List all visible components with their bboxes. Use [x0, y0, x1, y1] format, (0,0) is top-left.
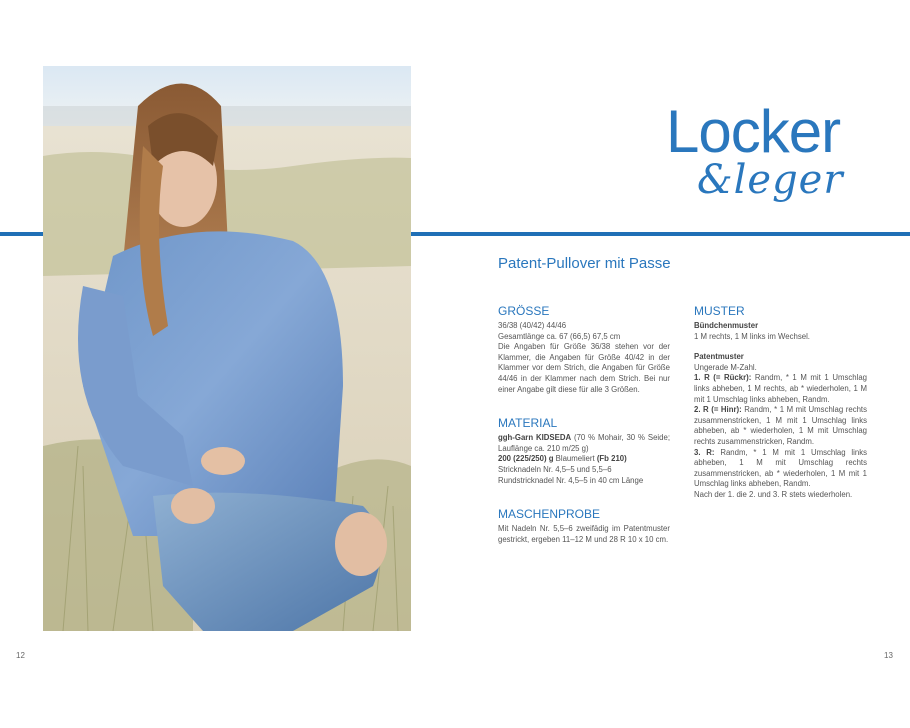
headline-leger: &leger: [697, 157, 844, 203]
blue-rule-left: [0, 232, 43, 236]
row-3-text: [694, 448, 867, 490]
row-2-text: [694, 405, 867, 447]
size-note: Die Angaben für Größe 36/38 stehen vor der Klammer, die Angaben für Größe 40/42 in der Klammer vor dem Strich, die Angaben für Größe 44/46 in der Klammer nach dem Strich. Bei nur einer Angabe gilt diese für alle 3 Größen.: [498, 342, 670, 394]
section-heading-maschenprobe: MASCHENPROBE: [498, 507, 601, 522]
subheading-buendchenmuster: Bündchenmuster: [694, 321, 759, 330]
row-1-label: 1. R (= Rückr):: [694, 373, 752, 383]
needles-text-2: Rundstricknadel Nr. 4,5–5 in 40 cm Länge: [498, 475, 644, 485]
section-heading-material: MATERIAL: [498, 416, 558, 431]
row-2-label: 2. R (= Hinr):: [694, 405, 742, 415]
gauge-text: Mit Nadeln Nr. 5,5–6 zweifädig im Patentmuster gestrickt, ergeben 11–12 M und 28 R 10 x 10 cm.: [498, 524, 670, 544]
row-1-instructions: Randm, * 1 M mit 1 Umschlag links abheben, 1 M rechts, ab * wiederholen, 1 M mit 1 Umschlag links abheben, Randm.: [694, 373, 867, 404]
page-number-left: 12: [16, 651, 25, 660]
row-3-label: 3. R:: [694, 447, 715, 457]
row-3-instructions: Randm, * 1 M mit 1 Umschlag links abheben, 1 M mit Umschlag rechts zusammenstricken, ab * wiederholen, 1 M mit 1 Umschlag links abheben, Randm.: [694, 447, 867, 489]
sizes-text: 36/38 (40/42) 44/46: [498, 321, 567, 330]
amount-value: 200 (225/250) g: [498, 454, 554, 464]
amount-color-name: Blaumeliert: [553, 454, 597, 464]
yarn-details: (70 % Mohair, 30 % Seide; Lauflänge ca. 210 m/25 g): [498, 433, 670, 453]
yarn-name: ggh-Garn KIDSEDA: [498, 433, 572, 443]
column-right: [694, 304, 867, 501]
blue-rule-right: [411, 232, 910, 236]
patent-intro: Ungerade M-Zahl.: [694, 362, 757, 372]
model-photo: [43, 66, 411, 631]
amount-text: [498, 454, 670, 465]
row-2-instructions: Randm, * 1 M mit Umschlag rechts zusammenstricken, 1 M mit 1 Umschlag links abheben, ab * wiederholen, 1 M mit Umschlag rechts zusammenstricken, Randm.: [694, 405, 867, 446]
row-1-text: [694, 373, 867, 405]
buendchen-text: 1 M rechts, 1 M links im Wechsel.: [694, 331, 810, 341]
section-heading-groesse: GRÖSSE: [498, 304, 550, 318]
subheading-patentmuster: Patentmuster: [694, 352, 744, 362]
headline-locker: Locker: [666, 98, 841, 165]
length-text: Gesamtlänge ca. 67 (66,5) 67,5 cm: [498, 331, 621, 341]
pattern-title: Patent-Pullover mit Passe: [498, 255, 671, 272]
section-heading-muster: MUSTER: [694, 304, 745, 318]
repeat-text: Nach der 1. die 2. und 3. R stets wiederholen.: [694, 489, 853, 499]
yarn-text: [498, 433, 670, 454]
column-left: [498, 304, 670, 545]
amount-color-code: (Fb 210): [596, 454, 627, 464]
needles-text-1: Stricknadeln Nr. 4,5–5 und 5,5–6: [498, 464, 612, 474]
page-number-right: 13: [884, 651, 893, 660]
